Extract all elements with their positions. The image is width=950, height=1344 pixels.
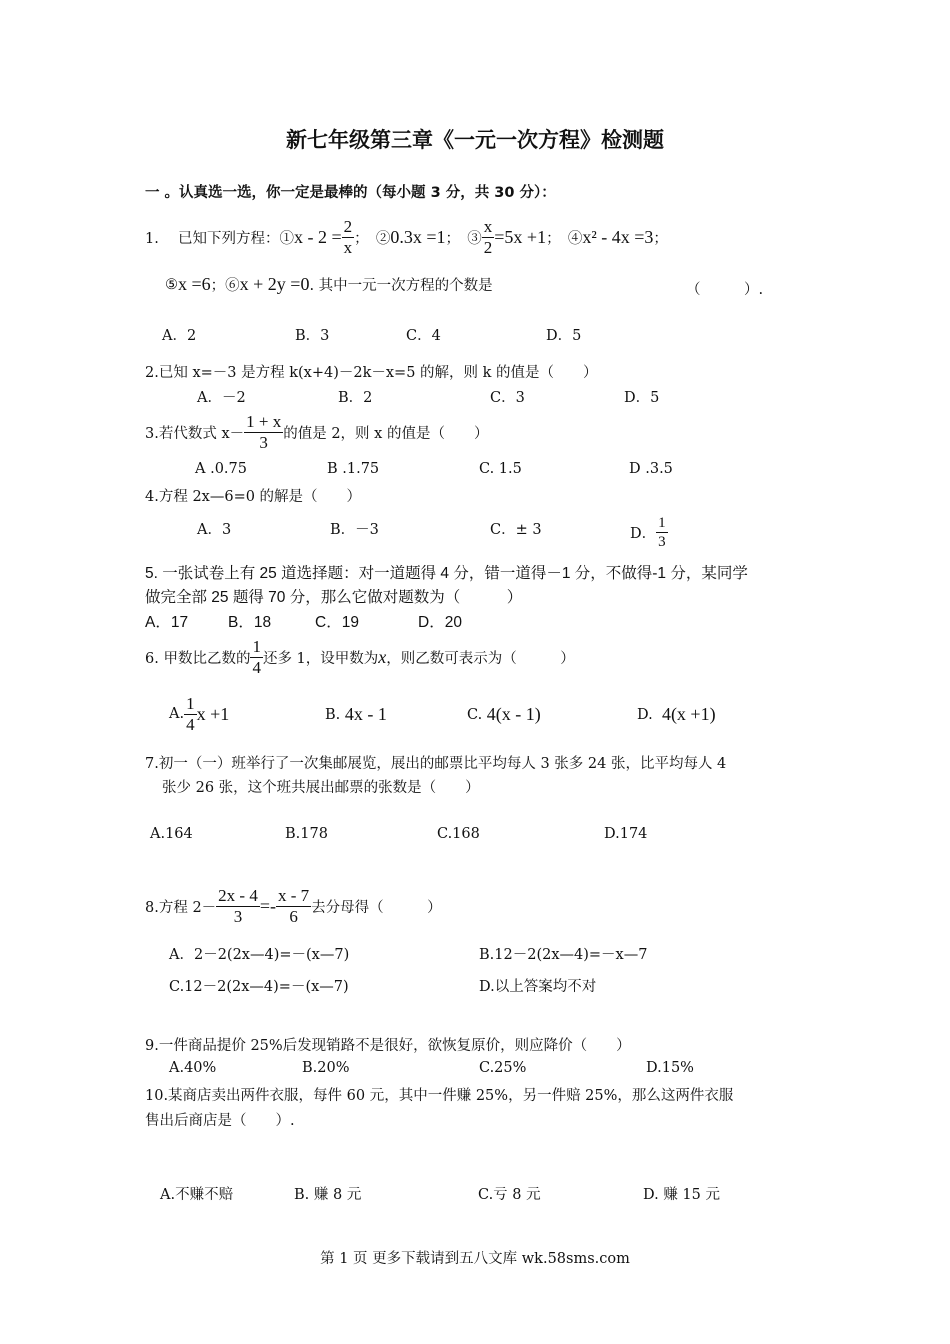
q5-option-a: A．17 <box>145 614 189 631</box>
question-1-line1 <box>145 212 668 262</box>
q10-option-a: A.不赚不赔 <box>160 1187 234 1203</box>
q8-option-b: B.12－2(2x—4)=－x—7 <box>479 947 648 963</box>
page-title: 新七年级第三章《一元一次方程》检测题 <box>286 128 664 152</box>
q9-option-d: D.15% <box>646 1060 694 1076</box>
q1-eq3-fraction: $\frac{x}{2}$ <box>483 216 493 257</box>
q3-option-b: B .1.75 <box>327 461 380 477</box>
q5-option-c: C．19 <box>315 614 359 631</box>
q3-option-c: C. 1.5 <box>479 461 522 477</box>
q6-fraction: $\frac{1}{4}$ <box>252 636 261 677</box>
q1-eq5: x =6 <box>178 274 211 294</box>
q1-option-a: A．2 <box>162 328 197 344</box>
question-5-line1: 5. 一张试卷上有 25 道选择题：对一道题得 4 分，错一道得－1 分，不做得-1 分，某同学 <box>145 565 748 582</box>
q10-option-b: B. 赚 8 元 <box>294 1187 362 1203</box>
q7-option-d: D.174 <box>604 826 648 842</box>
q8-option-a: A．2－2(2x—4)=－(x—7) <box>169 947 350 963</box>
q4-option-b: B．－3 <box>330 522 379 538</box>
q6-option-c: C. 4(x - 1) <box>467 704 541 724</box>
q4-option-a: A．3 <box>197 522 232 538</box>
q1-sep2: ； ③ <box>445 230 482 247</box>
q9-option-b: B.20% <box>302 1060 350 1076</box>
q1-sep4: ； <box>653 230 668 247</box>
q1-answer-paren: （ ）. <box>686 282 764 298</box>
q1-eq4: x² - 4x =3 <box>582 226 654 247</box>
q6-option-a-fraction: $\frac{1}{4}$ <box>186 693 195 734</box>
q2-option-d: D．5 <box>624 390 660 406</box>
q8-equals: =- <box>259 895 276 916</box>
q3-lead: 3.若代数式 x－ <box>145 425 245 442</box>
q2-option-b: B．2 <box>338 390 373 406</box>
q1-tail: . 其中一元一次方程的个数是 <box>309 278 493 294</box>
q10-option-c: C.亏 8 元 <box>478 1187 541 1203</box>
question-7-line1: 7.初一（一）班举行了一次集邮展览，展出的邮票比平均每人 3 张多 24 张，比平均每人 4 <box>145 756 727 772</box>
q1-eq6: x + 2y =0 <box>239 274 310 294</box>
q1-eq1-fraction: $\frac{2}{x}$ <box>343 216 353 257</box>
question-10-line1: 10.某商店卖出两件衣服，每件 60 元，其中一件赚 25%，另一件赔 25%，那么这两件衣服 <box>145 1088 734 1104</box>
q2-option-c: C．3 <box>490 390 525 406</box>
q1-lead: 1. 已知下列方程：① <box>145 230 294 247</box>
page-footer: 第 1 页 更多下载请到五八文库 wk.58sms.com <box>320 1251 630 1267</box>
question-4: 4.方程 2x—6=0 的解是（ ） <box>145 489 362 505</box>
q1-marker-5: ⑤ <box>165 276 178 293</box>
q3-fraction: $\frac{1 + x}{3}$ <box>246 411 282 452</box>
q9-option-c: C.25% <box>479 1060 527 1076</box>
question-2: 2.已知 x=－3 是方程 k(x+4)－2k－x=5 的解，则 k 的值是（ ） <box>145 365 598 381</box>
q1-eq2: 0.3x =1 <box>390 226 446 247</box>
q8-lead: 8.方程 2－ <box>145 899 217 916</box>
q7-option-b: B.178 <box>285 826 328 842</box>
question-3 <box>145 410 488 454</box>
q3-option-d: D .3.5 <box>629 461 673 477</box>
question-6 <box>145 634 575 680</box>
q6-variable: x <box>378 646 387 667</box>
q8-tail: 去分母得（ ） <box>311 899 442 916</box>
question-8 <box>145 881 442 931</box>
q1-option-c: C．4 <box>406 328 441 344</box>
question-1-line2 <box>165 274 493 295</box>
q8-option-d: D.以上答案均不对 <box>479 979 597 995</box>
q6-option-b: B. 4x - 1 <box>325 704 387 724</box>
q5-option-d: D．20 <box>418 614 462 631</box>
q1-eq1-left: x - 2 = <box>293 226 342 247</box>
question-10-line2: 售出后商店是（ ）. <box>145 1113 295 1129</box>
q3-option-a: A .0.75 <box>195 461 247 477</box>
question-9: 9.一件商品提价 25%后发现销路不是很好，欲恢复原价，则应降价（ ） <box>145 1038 631 1054</box>
q7-option-c: C.168 <box>437 826 480 842</box>
q6-option-a: A. $\frac{1}{4}$ x +1 <box>169 693 230 734</box>
q8-fraction-1: $\frac{2x - 4}{3}$ <box>218 885 258 926</box>
q2-option-a: A．－2 <box>197 390 246 406</box>
q7-option-a: A.164 <box>150 826 193 842</box>
q10-option-d: D. 赚 15 元 <box>643 1187 720 1203</box>
q4-option-d-fraction: $\frac{1}{3}$ <box>658 514 666 550</box>
q1-option-d: D．5 <box>546 328 582 344</box>
q4-option-d: D． $\frac{1}{3}$ <box>630 514 666 550</box>
section-heading: 一 。认真选一选，你一定是最棒的（每小题 3 分，共 30 分）： <box>145 185 556 201</box>
q5-option-b: B．18 <box>228 614 272 631</box>
q1-sep3: ； ④ <box>546 230 583 247</box>
q6-lead: 6. 甲数比乙数的 <box>145 650 251 667</box>
q3-tail: 的值是 2，则 x 的值是（ ） <box>283 425 489 442</box>
q1-sep5: ；⑥ <box>210 278 240 294</box>
q8-fraction-2: $\frac{x - 7}{6}$ <box>278 885 310 926</box>
q6-option-d: D. 4(x +1) <box>637 704 716 724</box>
q1-eq3-right: =5x +1 <box>494 226 547 247</box>
question-7-line2: 张少 26 张，这个班共展出邮票的张数是（ ） <box>162 780 480 796</box>
q1-sep1: ； ② <box>354 230 391 247</box>
question-5-line2: 做完全部 25 题得 70 分，那么它做对题数为（ ） <box>145 589 523 606</box>
q6-tail2: ，则乙数可表示为（ ） <box>386 650 575 667</box>
q6-tail: 还多 1，设甲数为 <box>262 650 379 667</box>
q8-option-c: C.12－2(2x—4)=－(x—7) <box>169 979 349 995</box>
q9-option-a: A.40% <box>169 1060 217 1076</box>
q4-option-c: C．± 3 <box>490 522 542 538</box>
q1-option-b: B．3 <box>295 328 330 344</box>
